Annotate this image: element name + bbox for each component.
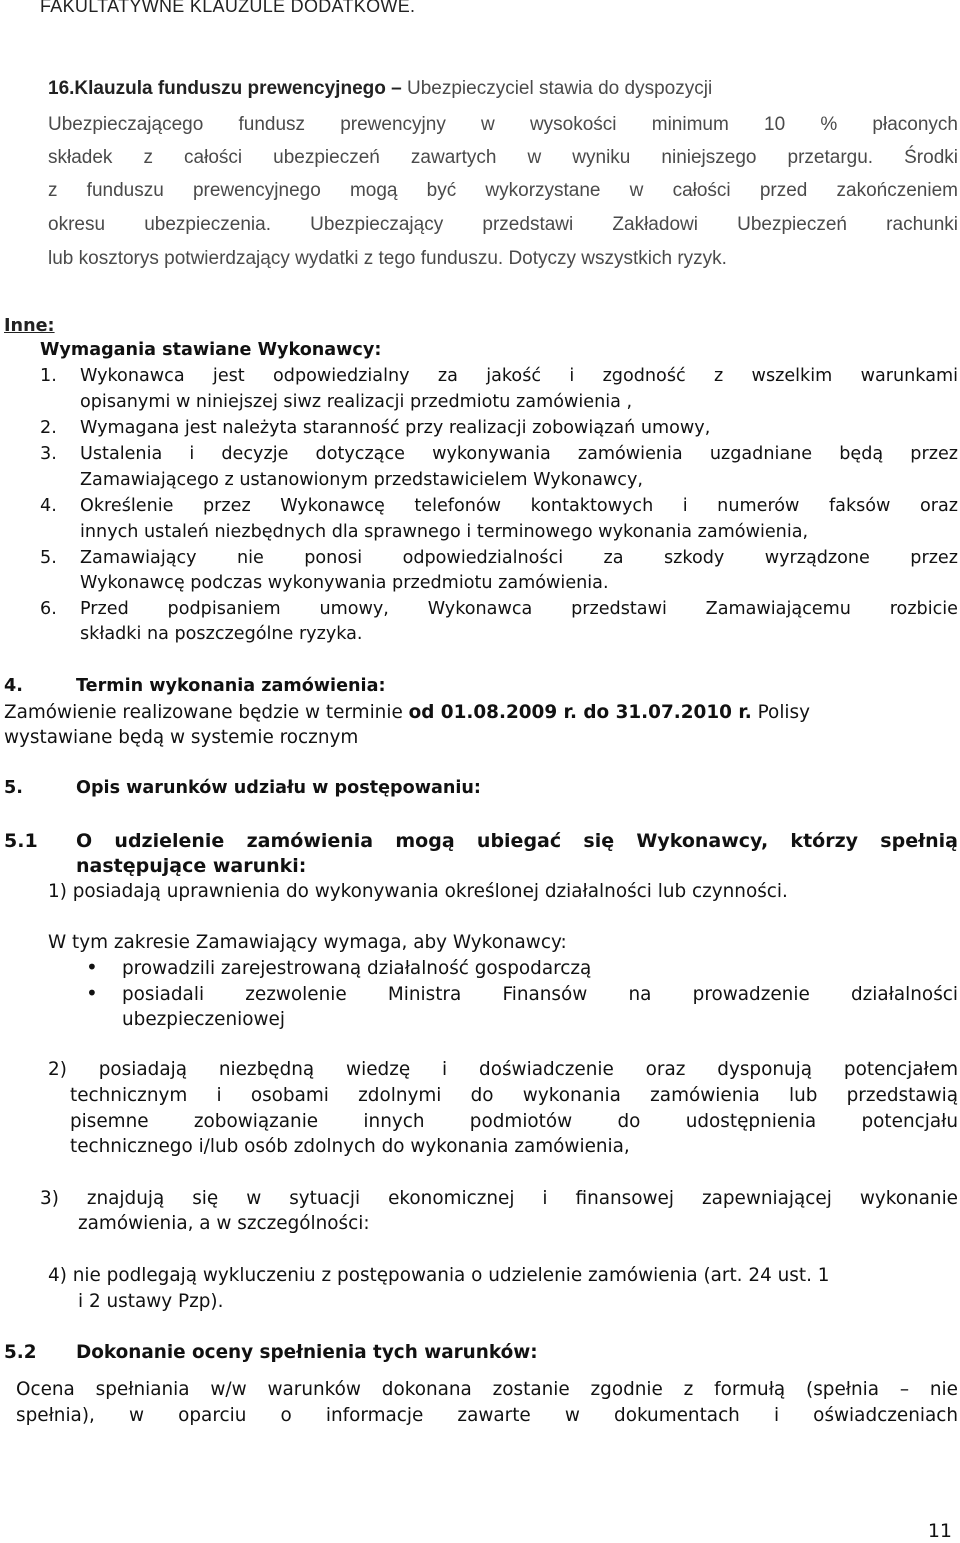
section-5-2-text: spełnia), w oparciu o informacje zawarte w dokumentach i oświadczeniach bbox=[16, 1405, 958, 1426]
requirement-line: Wymagana jest należyta staranność przy realizacji zobowiązań umowy, bbox=[80, 418, 711, 438]
requirement-line: Wykonawcę podczas wykonywania przedmiotu zamówienia. bbox=[80, 573, 609, 593]
bullet-text: posiadali zezwolenie Ministra Finansów na prowadzenie działalności bbox=[122, 984, 958, 1005]
requirement-line: składki na poszczególne ryzyka. bbox=[80, 624, 363, 644]
condition-2: pisemne zobowiązanie innych podmiotów do udostępnienia potencjału bbox=[70, 1111, 958, 1132]
bullet-icon: • bbox=[86, 981, 98, 1005]
requirement-number: 6. bbox=[40, 599, 57, 619]
condition-3: zamówienia, a w szczególności: bbox=[78, 1213, 370, 1234]
requirement-line: Zamawiający nie ponosi odpowiedzialności za szkody wyrządzone przez bbox=[80, 548, 958, 568]
requirement-number: 2. bbox=[40, 418, 57, 438]
clause-16-line: z funduszu prewencyjnego mogą być wykorzystane w całości przed zakończeniem bbox=[48, 180, 958, 201]
requirement-number: 5. bbox=[40, 548, 57, 568]
section-4-dates: od 01.08.2009 r. do 31.07.2010 r. bbox=[408, 702, 752, 723]
requirement-line: Zamawiającego z ustanowionym przedstawicielem Wykonawcy, bbox=[80, 470, 643, 490]
section-4-text: wystawiane będą w systemie rocznym bbox=[4, 727, 359, 748]
clause-16-line: Ubezpieczającego fundusz prewencyjny w wysokości minimum 10 % płaconych bbox=[48, 114, 958, 135]
requirement-number: 4. bbox=[40, 496, 57, 516]
clause-16-line: okresu ubezpieczenia. Ubezpieczający przedstawi Zakładowi Ubezpieczeń rachunki bbox=[48, 214, 958, 235]
section-4-number: 4. bbox=[4, 676, 23, 696]
page-number: 11 bbox=[927, 1520, 952, 1542]
requirement-line: Wykonawca jest odpowiedzialny za jakość i zgodność z wszelkim warunkami bbox=[80, 366, 958, 386]
bullet-icon: • bbox=[86, 955, 98, 979]
condition-4: i 2 ustawy Pzp). bbox=[78, 1291, 224, 1312]
scope-intro: W tym zakresie Zamawiający wymaga, aby Wykonawcy: bbox=[48, 932, 567, 953]
section-5-number: 5. bbox=[4, 778, 23, 798]
inne-subheading: Wymagania stawiane Wykonawcy: bbox=[40, 340, 382, 360]
header-title: FAKULTATYWNE KLAUZULE DODATKOWE. bbox=[40, 0, 416, 16]
requirement-line: Ustalenia i decyzje dotyczące wykonywania zamówienia uzgadniane będą przez bbox=[80, 444, 958, 464]
requirement-number: 3. bbox=[40, 444, 57, 464]
requirement-line: Określenie przez Wykonawcę telefonów kontaktowych i numerów faksów oraz bbox=[80, 496, 958, 516]
section-4-text: Zamówienie realizowane będzie w terminie bbox=[4, 702, 409, 723]
clause-16-line: Ubezpieczyciel stawia do dyspozycji bbox=[401, 78, 713, 99]
requirement-line: innych ustaleń niezbędnych dla sprawnego i terminowego wykonania zamówienia, bbox=[80, 522, 809, 542]
section-4-title: Termin wykonania zamówienia: bbox=[76, 676, 386, 696]
requirement-line: Przed podpisaniem umowy, Wykonawca przedstawi Zamawiającemu rozbicie bbox=[80, 599, 958, 619]
clause-16-number: 16. bbox=[48, 78, 75, 99]
condition-2: 2) posiadają niezbędną wiedzę i doświadczenie oraz dysponują potencjałem bbox=[48, 1059, 958, 1080]
condition-3: 3) znajdują się w sytuacji ekonomicznej i finansowej zapewniającej wykonanie bbox=[40, 1188, 958, 1209]
section-4-text: Polisy bbox=[751, 702, 810, 723]
clause-16-line: składek z całości ubezpieczeń zawartych w wyniku niniejszego przetargu. Środki bbox=[48, 147, 958, 168]
section-5-2-title: Dokonanie oceny spełnienia tych warunków: bbox=[76, 1342, 538, 1363]
requirement-line: opisanymi w niniejszej siwz realizacji przedmiotu zamówienia , bbox=[80, 392, 633, 412]
clause-16-title: Klauzula funduszu prewencyjnego – bbox=[74, 78, 402, 99]
condition-2: technicznym i osobami zdolnymi do wykonania zamówienia lub przedstawią bbox=[70, 1085, 958, 1106]
clause-16-line: lub kosztorys potwierdzający wydatki z tego funduszu. Dotyczy wszystkich ryzyk. bbox=[48, 248, 727, 269]
bullet-text: ubezpieczeniowej bbox=[122, 1009, 285, 1030]
requirement-number: 1. bbox=[40, 366, 57, 386]
section-5-1-title: O udzielenie zamówienia mogą ubiegać się Wykonawcy, którzy spełnią bbox=[76, 830, 958, 852]
condition-1: 1) posiadają uprawnienia do wykonywania określonej działalności lub czynności. bbox=[48, 881, 788, 902]
bullet-text: prowadzili zarejestrowaną działalność gospodarczą bbox=[122, 958, 592, 979]
inne-heading: Inne: bbox=[4, 316, 55, 336]
section-5-2-number: 5.2 bbox=[4, 1342, 37, 1363]
condition-2: technicznego i/lub osób zdolnych do wykonania zamówienia, bbox=[70, 1136, 630, 1157]
condition-4: 4) nie podlegają wykluczeniu z postępowania o udzielenie zamówienia (art. 24 ust. 1 bbox=[48, 1265, 830, 1286]
section-5-1-title: następujące warunki: bbox=[76, 855, 307, 877]
section-5-title: Opis warunków udziału w postępowaniu: bbox=[76, 778, 481, 798]
section-5-2-text: Ocena spełniania w/w warunków dokonana zostanie zgodnie z formułą (spełnia – nie bbox=[16, 1379, 958, 1400]
section-5-1-number: 5.1 bbox=[4, 830, 38, 852]
